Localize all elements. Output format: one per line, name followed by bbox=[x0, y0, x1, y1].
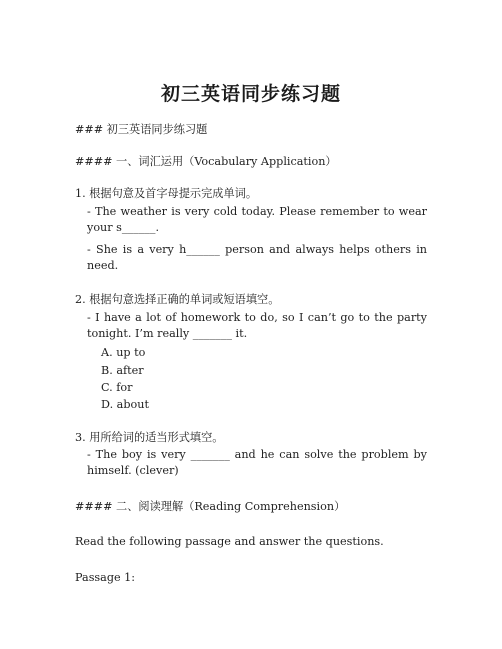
question-1-prompt: 1. 根据句意及首字母提示完成单词。 bbox=[75, 187, 258, 200]
passage-label: Passage 1: bbox=[75, 571, 136, 584]
option-a: A. up to bbox=[101, 346, 146, 359]
option-c: C. for bbox=[101, 381, 133, 394]
option-b: B. after bbox=[101, 364, 144, 377]
reading-instruction: Read the following passage and answer the questions. bbox=[75, 535, 384, 548]
question-1-item-a: - The weather is very cold today. Please remember to wear your s______. bbox=[87, 205, 427, 234]
question-3-item: - The boy is very _______ and he can solve the problem by himself. (clever) bbox=[87, 448, 427, 477]
markdown-h3-line: ### 初三英语同步练习题 bbox=[75, 123, 208, 136]
question-2-prompt: 2. 根据句意选择正确的单词或短语填空。 bbox=[75, 293, 280, 306]
question-3-prompt: 3. 用所给词的适当形式填空。 bbox=[75, 431, 224, 444]
section-heading-vocabulary: #### 一、词汇运用（Vocabulary Application） bbox=[75, 155, 337, 168]
question-1-item-b: - She is a very h______ person and always helps others in need. bbox=[87, 243, 427, 272]
option-d: D. about bbox=[101, 398, 149, 411]
document-title: 初三英语同步练习题 bbox=[160, 83, 341, 105]
section-heading-reading: #### 二、阅读理解（Reading Comprehension） bbox=[75, 500, 346, 513]
question-2-item: - I have a lot of homework to do, so I can’t go to the party tonight. I’m really _______ it. bbox=[87, 311, 427, 340]
